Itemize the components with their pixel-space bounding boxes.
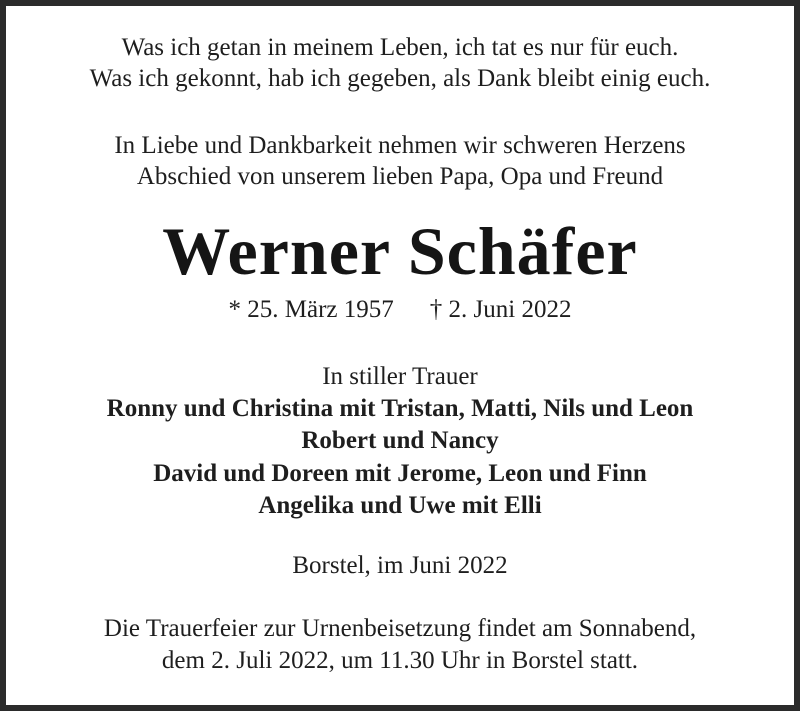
poem-line-2: Was ich gekonnt, hab ich gegeben, als Dank bleibt einig euch. (89, 65, 711, 92)
funeral-line-1: Die Trauerfeier zur Urnenbeisetzung findet am Sonnabend, (103, 615, 697, 642)
birth-date: * 25. März 1957 (228, 296, 394, 323)
deceased-name: Werner Schäfer (162, 213, 638, 289)
place-date: Borstel, im Juni 2022 (292, 552, 508, 579)
mourner-family-1: Ronny und Christina mit Tristan, Matti, Nils und Leon (106, 395, 694, 422)
death-date: † 2. Juni 2022 (429, 296, 572, 323)
mourner-family-2: Robert und Nancy (301, 427, 499, 454)
intro-line-1: In Liebe und Dankbarkeit nehmen wir schweren Herzens (114, 132, 686, 159)
poem-line-1: Was ich getan in meinem Leben, ich tat es nur für euch. (121, 34, 679, 61)
life-dates (6, 296, 794, 324)
intro-line-2: Abschied von unserem lieben Papa, Opa und Freund (136, 163, 664, 190)
mourner-family-4: Angelika und Uwe mit Elli (258, 492, 542, 519)
funeral-line-2: dem 2. Juli 2022, um 11.30 Uhr in Borstel statt. (161, 647, 639, 674)
mourner-family-3: David und Doreen mit Jerome, Leon und Finn (153, 460, 647, 487)
mourners-heading: In stiller Trauer (322, 363, 478, 390)
